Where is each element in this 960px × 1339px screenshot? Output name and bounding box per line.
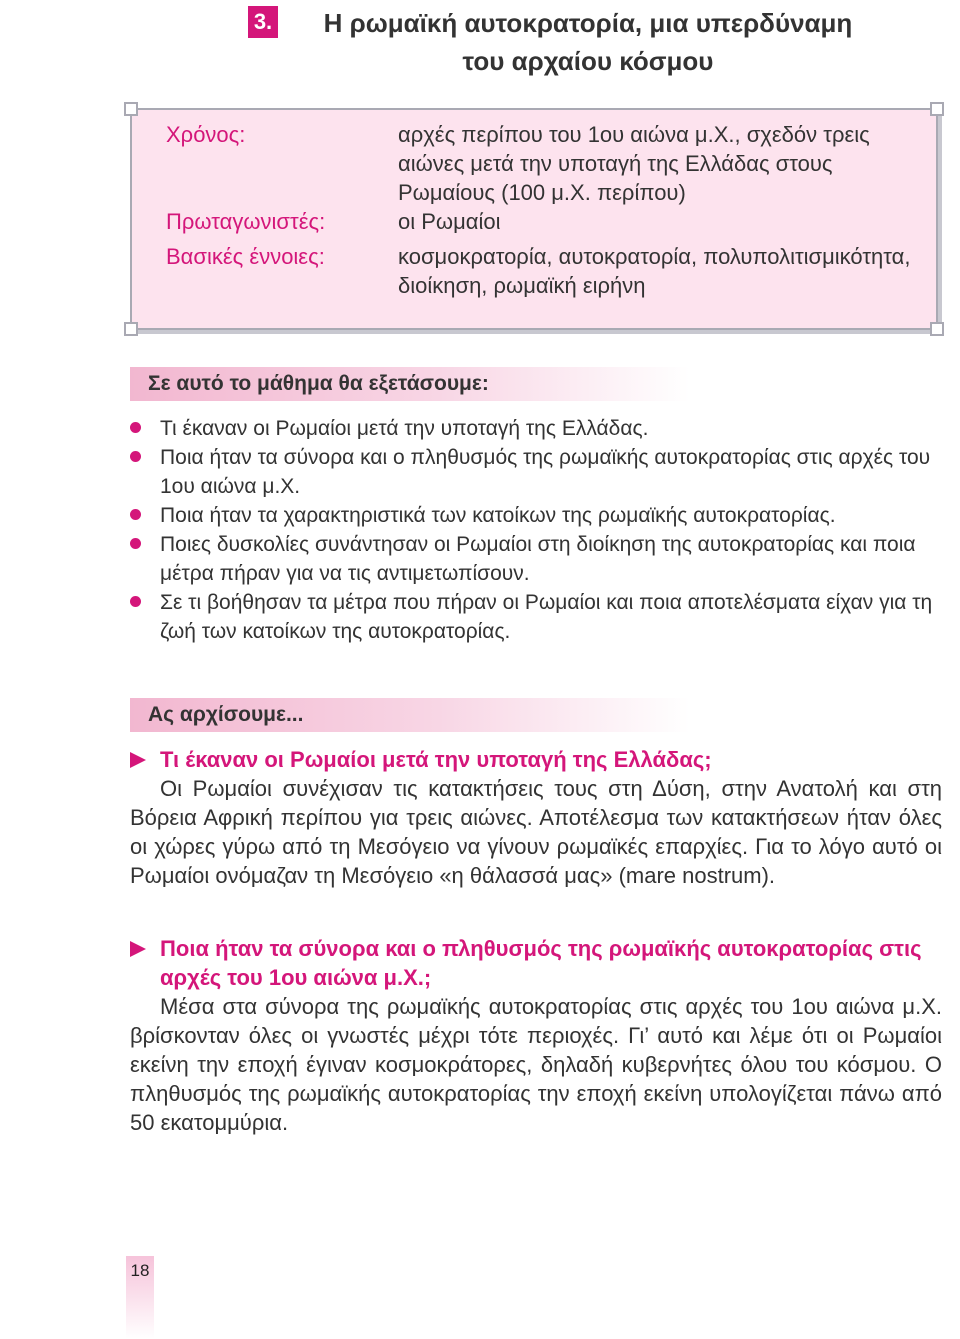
list-item: Τι έκαναν οι Ρωμαίοι μετά την υποταγή της Ελλάδας.: [130, 414, 942, 443]
section-answer: Μέσα στα σύνορα της ρωμαϊκής αυτοκρατορίας στις αρχές του 1ου αιώνα μ.Χ. βρίσκονταν όλες οι γνωστές μέχρι τότε περιοχές. Γι’ αυτό και λέμε ότι οι Ρωμαίοι εκείνη την εποχή έγιναν κοσμοκράτορες, δηλαδή κυβερνήτες όλου του κόσμου. Ο πληθυσμός της ρωμαϊκής αυτοκρατορίας την εποχή εκείνη υπολογίζεται πάνω από 50 εκατομμύρια.: [130, 994, 942, 1135]
list-item: Σε τι βοήθησαν τα μέτρα που πήραν οι Ρωμαίοι και ποια αποτελέσματα είχαν για τη ζωή των κατοίκων της αυτοκρατορίας.: [130, 588, 942, 646]
concepts-value: κοσμοκρατορία, αυτοκρατορία, πολυπολιτισμικότητα, διοίκηση, ρωμαϊκή ειρήνη: [398, 244, 911, 298]
chapter-number: 3.: [248, 6, 278, 38]
triangle-bullet-icon: [130, 752, 146, 768]
page-number: 18: [126, 1256, 154, 1339]
start-heading: Ας αρχίσουμε...: [130, 698, 690, 732]
corner-ornament: [124, 322, 138, 336]
qa-section-1: [130, 745, 942, 890]
bullet-icon: [130, 422, 141, 433]
bullet-icon: [130, 451, 141, 462]
section-answer: Οι Ρωμαίοι συνέχισαν τις κατακτήσεις τους στη Δύση, στην Ανατολή και στη Βόρεια Αφρική περίπου για τρεις αιώνες. Αποτέλεσμα των κατακτήσεων ήταν όλες οι χώρες γύρω από τη Μεσόγειο να γίνουν ρωμαϊκές επαρχίες. Για το λόγο αυτό οι Ρωμαίοι ονόμαζαν τη Μεσόγειο «η θάλασσά μας» (mare nostrum).: [130, 776, 942, 888]
bullet-icon: [130, 509, 141, 520]
info-box: [130, 108, 938, 330]
chapter-title-line2: του αρχαίου κόσμου: [462, 46, 714, 76]
qa-section-2: [130, 934, 942, 1137]
time-label: Χρόνος:: [166, 122, 246, 147]
lesson-heading: Σε αυτό το μάθημα θα εξετάσουμε:: [130, 367, 690, 401]
time-value: αρχές περίπου του 1ου αιώνα μ.Χ., σχεδόν τρεις αιώνες μετά την υποταγή της Ελλάδας στους Ρωμαίους (100 μ.Χ. περίπου): [398, 122, 870, 205]
corner-ornament: [124, 102, 138, 116]
bullet-icon: [130, 538, 141, 549]
list-item: Ποια ήταν τα σύνορα και ο πληθυσμός της ρωμαϊκής αυτοκρατορίας στις αρχές του 1ου αιώνα μ.Χ.: [130, 443, 942, 501]
list-item: Ποια ήταν τα χαρακτηριστικά των κατοίκων της ρωμαϊκής αυτοκρατορίας.: [130, 501, 942, 530]
protagonists-label: Πρωταγωνιστές:: [166, 209, 326, 234]
triangle-bullet-icon: [130, 941, 146, 957]
corner-ornament: [930, 102, 944, 116]
lesson-list: [130, 414, 942, 646]
corner-ornament: [930, 322, 944, 336]
bullet-icon: [130, 596, 141, 607]
chapter-title: [288, 4, 888, 80]
list-item: Ποιες δυσκολίες συνάντησαν οι Ρωμαίοι στη διοίκηση της αυτοκρατορίας και ποια μέτρα πήραν για να τις αντιμετωπίσουν.: [130, 530, 942, 588]
protagonists-value: οι Ρωμαίοι: [398, 209, 501, 234]
section-question: Τι έκαναν οι Ρωμαίοι μετά την υποταγή της Ελλάδας;: [130, 745, 942, 774]
chapter-title-line1: Η ρωμαϊκή αυτοκρατορία, μια υπερδύναμη: [323, 8, 853, 38]
concepts-label: Βασικές έννοιες:: [166, 244, 325, 269]
section-question: Ποια ήταν τα σύνορα και ο πληθυσμός της ρωμαϊκής αυτοκρατορίας στις αρχές του 1ου αιώνα μ.Χ.;: [130, 934, 942, 992]
